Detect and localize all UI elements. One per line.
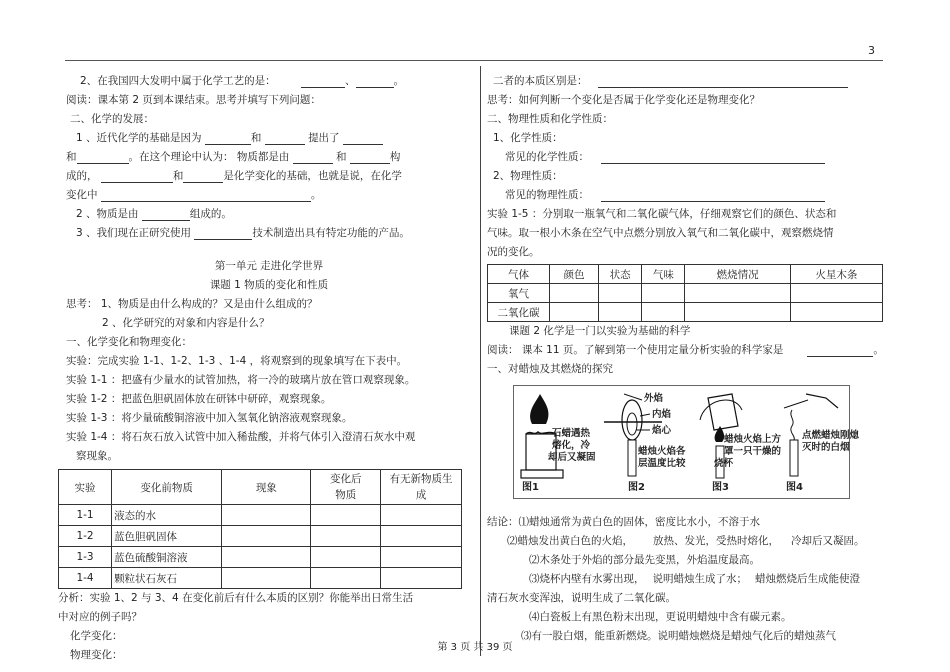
blank[interactable] [293,151,333,164]
experiment-line: 实验 1-2 ：把蓝色胆矾固体放在研钵中研碎，观察现象。 [66,393,332,405]
experiment-line: 实验 1-4 ：将石灰石放入试管中加入稀盐酸，并将气体引入澄清石灰水中观 [66,431,416,443]
table-row: 1-1 液态的水 [59,505,462,526]
section-heading: 一、化学变化和物理变化： [66,336,192,348]
blank[interactable] [356,75,394,88]
section-heading: 二、物理性质和化学性质： [487,113,613,125]
figure-4 [778,390,860,494]
figure-2-note: 蜡烛火焰各 层温度比较 [638,446,686,469]
flame-layers-illustration [602,390,692,494]
figure-4-note: 点燃蜡烛刚熄 灭时的白烟 [802,430,860,453]
figure-caption: 图1 [522,482,539,493]
subheading: 2、物理性质： [493,170,563,182]
right-column [487,72,887,646]
experiment-line: 察现象。 [76,450,118,462]
fill-line: 3 、我们现在正研究使用 技术制造出具有特定功能的产品。 [76,227,410,239]
section-heading: 二、化学的发展： [70,113,154,125]
table-row: 氧气 [488,284,883,303]
fill-line: 常见的化学性质： [487,148,887,167]
blank[interactable] [601,189,825,202]
page-number: 3 [868,44,875,57]
blank[interactable] [194,227,252,240]
blank[interactable] [598,75,848,88]
figure-2 [602,390,692,494]
q-four-inventions: 2、在我国四大发明中属于化学工艺的是： 、 。 [80,75,405,87]
fill-line: 常见的物理性质： [487,186,887,205]
blank[interactable] [142,208,190,221]
gas-table [487,264,883,322]
figure-caption: 图2 [628,482,645,493]
table-row: 二氧化碳 [488,303,883,322]
figure-caption: 图3 [712,482,729,493]
fill-line: 二者的本质区别是： [487,72,887,91]
analysis-line: 中对应的例子吗？ [58,611,142,623]
table-header: 变化后物质 [311,470,381,505]
blank[interactable] [301,75,345,88]
experiment-line: 气味。取一根小木条在空气中点燃分别放入氧气和二氧化碳中，观察燃烧情 [487,227,834,239]
figure-3 [694,390,782,494]
conclusion-line: ⑵木条处于外焰的部分最先变黑，外焰温度最高。 [529,554,760,566]
think-question: 2 、化学研究的对象和内容是什么？ [102,317,270,329]
experiment-table [58,469,462,589]
inner-flame-label: 内焰 [652,409,672,420]
experiment-line: 实验：完成实验 1-1、1-2、1-3 、1-4 ，将观察到的现象填写在下表中。 [66,355,408,367]
think-question: 思考：如何判断一个变化是否属于化学变化还是物理变化？ [487,94,760,106]
table-header: 变化前物质 [112,470,222,505]
fill-line: 阅读： 课本 11 页。了解到第一个使用定量分析实验的科学家是 。 [487,344,884,356]
figure-1-note: 石蜡遇热 熔化，冷 却后又凝固 [548,428,596,463]
experiment-line: 实验 1-3 ：将少量硫酸铜溶液中加入氢氧化钠溶液观察现象。 [66,412,353,424]
conclusion-line: ⑵蜡烛发出黄白色的火焰， 放热、发光，受热时熔化， 冷却后又凝固。 [507,535,865,547]
left-column [58,72,472,665]
table-header: 现象 [222,470,311,505]
fill-line: 变化中 。 [66,189,322,201]
experiment-line: 实验 1-1 ：把盛有少量水的试管加热，将一冷的玻璃片放在管口观察现象。 [66,374,416,386]
conclusion-line: ⑷白瓷板上有黑色粉末出现，更说明蜡烛中含有碳元素。 [529,611,792,623]
think-question: 思考： 1、物质是由什么构成的？又是由什么组成的？ [66,298,318,310]
fill-line: 2 、物质是由 组成的。 [76,208,232,220]
header-rule [65,60,883,61]
fill-line: 1 、近代化学的基础是因为 和 提出了 [66,129,472,148]
blank[interactable] [101,189,311,202]
table-row: 1-4 颗粒状石灰石 [59,568,462,589]
fill-line: 成的， 和 是化学变化的基础，也就是说，在化学 [66,170,402,182]
table-header: 有无新物质生成 [381,470,462,505]
flame-core-label: 焰心 [652,425,672,436]
outer-flame-label: 外焰 [644,393,664,404]
experiment-line: 实验 1-5 ：分别取一瓶氧气和二氧化碳气体，仔细观察它们的颜色、状态和 [487,208,837,220]
table-header: 实验 [59,470,112,505]
topic-title: 课题 1 物质的变化和性质 [209,279,329,291]
fill-line: 和 。在这个理论中认为： 物质都是由 和 构 [66,151,401,163]
blank[interactable] [343,132,383,145]
conclusion-line: 清石灰水变浑浊，说明生成了二氧化碳。 [487,592,676,604]
page-footer: 第 3 页 共 39 页 [437,642,513,653]
unit-title: 第一单元 走进化学世界 [214,260,324,272]
blank[interactable] [77,151,129,164]
conclusion-line: ⑶烧杯内壁有水雾出现， 说明蜡烛生成了水； 蜡烛燃烧后生成能使澄 [529,573,860,585]
blank[interactable] [601,151,825,164]
blank[interactable] [183,170,223,183]
column-divider [480,66,481,656]
blank[interactable] [807,344,873,357]
topic-title: 课题 2 化学是一门以实验为基础的科学 [509,325,691,337]
section-heading: 一、对蜡烛及其燃烧的探究 [487,363,613,375]
blank[interactable] [101,170,173,183]
conclusion-line: 结论：⑴蜡烛通常为黄白色的固体，密度比水小，不溶于水 [487,516,760,528]
experiment-line: 况的变化。 [487,246,540,258]
figure-3-note: 蜡烛火焰上方 罩一只干燥的 烧杯 [714,434,782,469]
candle-experiment-figure [513,385,860,499]
analysis-line: 分析：实验 1、2 与 3、4 在变化前后有什么本质的区别？你能举出日常生活 [58,592,414,604]
physical-change-label: 物理变化： [70,649,123,661]
table-header-row [59,470,462,505]
blank[interactable] [265,132,305,145]
conclusion-line: ⑶有一股白烟，能重新燃烧。说明蜡烛燃烧是蜡烛气化后的蜡烛蒸气 [521,630,836,642]
subheading: 1、化学性质： [493,132,563,144]
figure-caption: 图4 [786,482,803,493]
figure-1 [516,390,598,494]
table-row: 1-2 蓝色胆矾固体 [59,526,462,547]
blank[interactable] [205,132,251,145]
reading-instruction: 阅读：课本第 2 页到本课结束。思考并填写下列问题： [66,94,321,106]
blank[interactable] [350,151,390,164]
chemical-change-label: 化学变化： [70,630,123,642]
table-header-row: 气体 颜色 状态 气味 燃烧情况 火星木条 [488,265,883,284]
table-row: 1-3 蓝色硫酸铜溶液 [59,547,462,568]
